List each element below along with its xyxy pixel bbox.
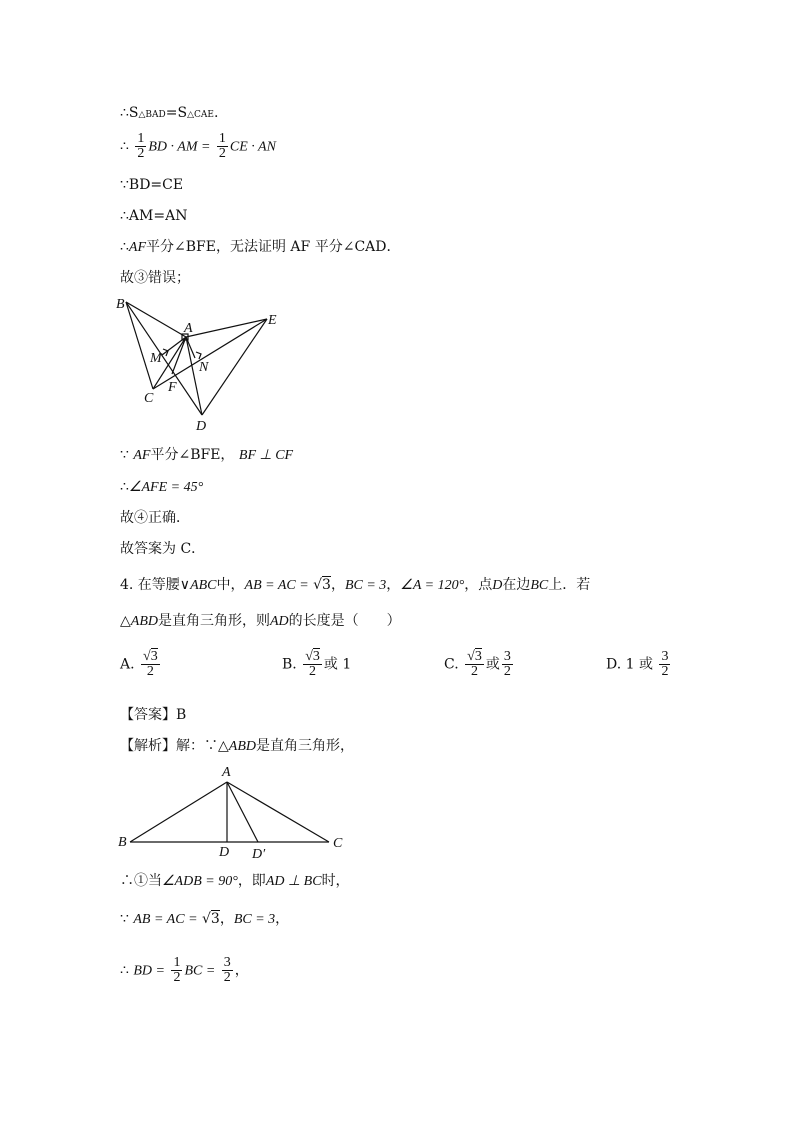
point-label-a: A bbox=[222, 765, 231, 780]
answer-conclusion: 故答案为 C． bbox=[120, 541, 206, 557]
expr-bc: BC = 3 bbox=[233, 912, 276, 927]
segment-ae bbox=[186, 319, 267, 337]
q4-triangle-name: ABD bbox=[130, 614, 158, 629]
q4-segment: AD bbox=[270, 614, 289, 629]
option-b bbox=[282, 650, 351, 679]
point-label-n: N bbox=[199, 360, 209, 375]
fraction bbox=[659, 650, 670, 679]
segment-ed bbox=[202, 319, 267, 415]
q4-text: ， bbox=[330, 577, 345, 593]
therefore-symbol: ∴ bbox=[120, 239, 129, 255]
denominator: 2 bbox=[470, 664, 478, 679]
point-label-b: B bbox=[116, 297, 125, 312]
line-bd-ce bbox=[120, 176, 183, 194]
expr-bd-am: BD · AM = bbox=[148, 139, 211, 155]
line-text: AM=AN bbox=[128, 208, 188, 224]
solution-text: ， bbox=[219, 911, 234, 927]
expr-bc: BC = bbox=[184, 963, 216, 979]
segment-af: AF bbox=[128, 240, 147, 255]
q4-text: ， bbox=[386, 577, 401, 593]
q4-expr: BC = 3 bbox=[344, 578, 387, 593]
area-symbol: S bbox=[177, 105, 188, 121]
geometry-figure-1 bbox=[110, 292, 300, 434]
option-label: D. 1 或 bbox=[606, 656, 653, 673]
therefore-symbol: ∴ bbox=[120, 138, 129, 155]
therefore-symbol: ∴ bbox=[120, 479, 129, 495]
option-a bbox=[120, 650, 162, 679]
fraction bbox=[465, 650, 484, 679]
therefore-symbol: ∴ bbox=[120, 105, 129, 121]
q4-text: △ bbox=[120, 613, 131, 629]
expr-angle-afe: ∠AFE = 45° bbox=[128, 480, 204, 495]
area-subscript: △BAD bbox=[138, 110, 166, 120]
point-label-e: E bbox=[268, 313, 277, 328]
fraction bbox=[135, 132, 146, 161]
solution-text: ， bbox=[275, 911, 290, 927]
solution-text: 时， bbox=[321, 873, 350, 889]
fraction bbox=[141, 650, 160, 679]
fraction bbox=[171, 956, 182, 985]
q4-text: 是直角三角形，则 bbox=[158, 613, 270, 629]
q4-segment: BC bbox=[530, 578, 549, 593]
question-4-line-1 bbox=[120, 576, 590, 595]
analysis-text: 是直角三角形， bbox=[256, 738, 354, 754]
point-label-b: B bbox=[118, 835, 127, 850]
denominator: 2 bbox=[218, 146, 226, 161]
because-symbol: ∵ bbox=[120, 447, 129, 463]
period: . bbox=[214, 105, 219, 121]
fraction bbox=[502, 650, 513, 679]
figure-2-lines bbox=[130, 782, 329, 842]
fraction bbox=[303, 650, 322, 679]
numerator: √3 bbox=[305, 649, 320, 664]
point-label-f: F bbox=[168, 380, 177, 395]
point-label-d: D bbox=[196, 419, 207, 434]
point-label-d-prime: D′ bbox=[252, 847, 266, 862]
analysis-line bbox=[120, 737, 354, 756]
numerator: 3 bbox=[223, 955, 231, 970]
q4-text: 上．若 bbox=[548, 577, 591, 593]
point-label-d: D bbox=[219, 845, 230, 860]
area-symbol: S bbox=[128, 105, 139, 121]
denominator: 2 bbox=[661, 664, 669, 679]
line-af-bf-perp bbox=[120, 446, 293, 465]
radicand: 3 bbox=[210, 911, 220, 927]
segment-ab bbox=[130, 782, 227, 842]
q4-text: 4. 在等腰∨ bbox=[120, 577, 191, 593]
numerator: 1 bbox=[137, 131, 145, 146]
q4-text: 的长度是（ ） bbox=[288, 613, 401, 629]
because-symbol: ∵ bbox=[120, 177, 129, 193]
geometry-figure-2 bbox=[110, 762, 360, 862]
denominator: 2 bbox=[137, 146, 145, 161]
solution-text: ∴①当 bbox=[120, 873, 162, 889]
numerator: 3 bbox=[503, 649, 511, 664]
therefore-symbol: ∴ bbox=[120, 962, 129, 979]
numerator: 1 bbox=[218, 131, 226, 146]
answer-line: 【答案】B bbox=[120, 707, 187, 723]
option-label: A. bbox=[120, 656, 135, 673]
option-label: C. bbox=[444, 656, 459, 673]
line-text: BD=CE bbox=[128, 177, 184, 193]
q4-text: 中， bbox=[216, 577, 245, 593]
option-label: B. bbox=[282, 656, 297, 673]
numerator: √3 bbox=[467, 649, 482, 664]
q4-expr: ∠A = 120° bbox=[400, 578, 465, 593]
conclusion-3-wrong: 故③错误； bbox=[120, 270, 190, 286]
q4-triangle-name: ABC bbox=[190, 578, 217, 593]
therefore-symbol: ∴ bbox=[120, 208, 129, 224]
line-text: 平分∠BFE， bbox=[150, 447, 235, 463]
fraction bbox=[222, 956, 233, 985]
fraction bbox=[217, 132, 228, 161]
numerator: 1 bbox=[173, 955, 181, 970]
right-angle-mark bbox=[196, 352, 201, 359]
segment-af: AF bbox=[133, 448, 151, 463]
denominator: 2 bbox=[146, 664, 154, 679]
expr-ce-an: CE · AN bbox=[229, 139, 276, 155]
expr-ab-ac: AB = AC = bbox=[133, 912, 198, 927]
solution-line-1 bbox=[120, 872, 350, 891]
line-angle-afe bbox=[120, 478, 203, 497]
triangle-name: ABD bbox=[228, 739, 256, 754]
solution-line-3 bbox=[120, 956, 249, 985]
conclusion-4-correct: 故④正确． bbox=[120, 510, 190, 526]
solution-line-2 bbox=[120, 910, 289, 929]
radicand: 3 bbox=[474, 649, 482, 664]
expr-bf-perp-cf: BF ⊥ CF bbox=[238, 448, 294, 463]
q4-expr: AB = AC = bbox=[244, 578, 309, 593]
point-label-c: C bbox=[144, 391, 154, 406]
solution-text: ， bbox=[234, 962, 249, 979]
q4-point: D bbox=[492, 578, 503, 593]
line-half-product bbox=[120, 132, 276, 161]
option-c bbox=[444, 650, 515, 679]
line-area-equality bbox=[120, 104, 218, 124]
radicand: 3 bbox=[312, 649, 320, 664]
equals-sign: = bbox=[165, 105, 178, 121]
expr-ad-perp-bc: AD ⊥ BC bbox=[265, 874, 322, 889]
segment-ec bbox=[153, 319, 267, 389]
option-d bbox=[606, 650, 672, 679]
numerator: 3 bbox=[661, 649, 669, 664]
point-label-c: C bbox=[333, 836, 343, 851]
q4-text: ，点 bbox=[464, 577, 493, 593]
analysis-text: 【解析】解：∵△ bbox=[120, 738, 229, 754]
sqrt-expression: √3 bbox=[201, 911, 220, 927]
expr-bd: BD = bbox=[133, 963, 165, 979]
radicand: 3 bbox=[322, 577, 331, 593]
area-subscript: △CAE bbox=[187, 110, 214, 120]
sqrt-expression: √3 bbox=[313, 577, 331, 593]
option-tail: 或 1 bbox=[323, 656, 352, 673]
denominator: 2 bbox=[309, 664, 317, 679]
point-label-m: M bbox=[150, 351, 162, 366]
line-text: 平分∠BFE，无法证明 AF 平分∠CAD． bbox=[146, 239, 401, 255]
solution-text: ，即 bbox=[237, 873, 266, 889]
radicand: 3 bbox=[150, 649, 158, 664]
expr-angle-adb: ∠ADB = 90° bbox=[162, 874, 238, 889]
line-af-bisects bbox=[120, 238, 401, 257]
because-symbol: ∵ bbox=[120, 911, 129, 927]
denominator: 2 bbox=[223, 970, 231, 985]
line-am-an bbox=[120, 207, 187, 225]
question-4-line-2 bbox=[120, 612, 401, 631]
denominator: 2 bbox=[173, 970, 181, 985]
denominator: 2 bbox=[503, 664, 511, 679]
numerator: √3 bbox=[143, 649, 158, 664]
point-label-a: A bbox=[184, 321, 193, 336]
option-or: 或 bbox=[485, 656, 500, 673]
q4-text: 在边 bbox=[502, 577, 531, 593]
